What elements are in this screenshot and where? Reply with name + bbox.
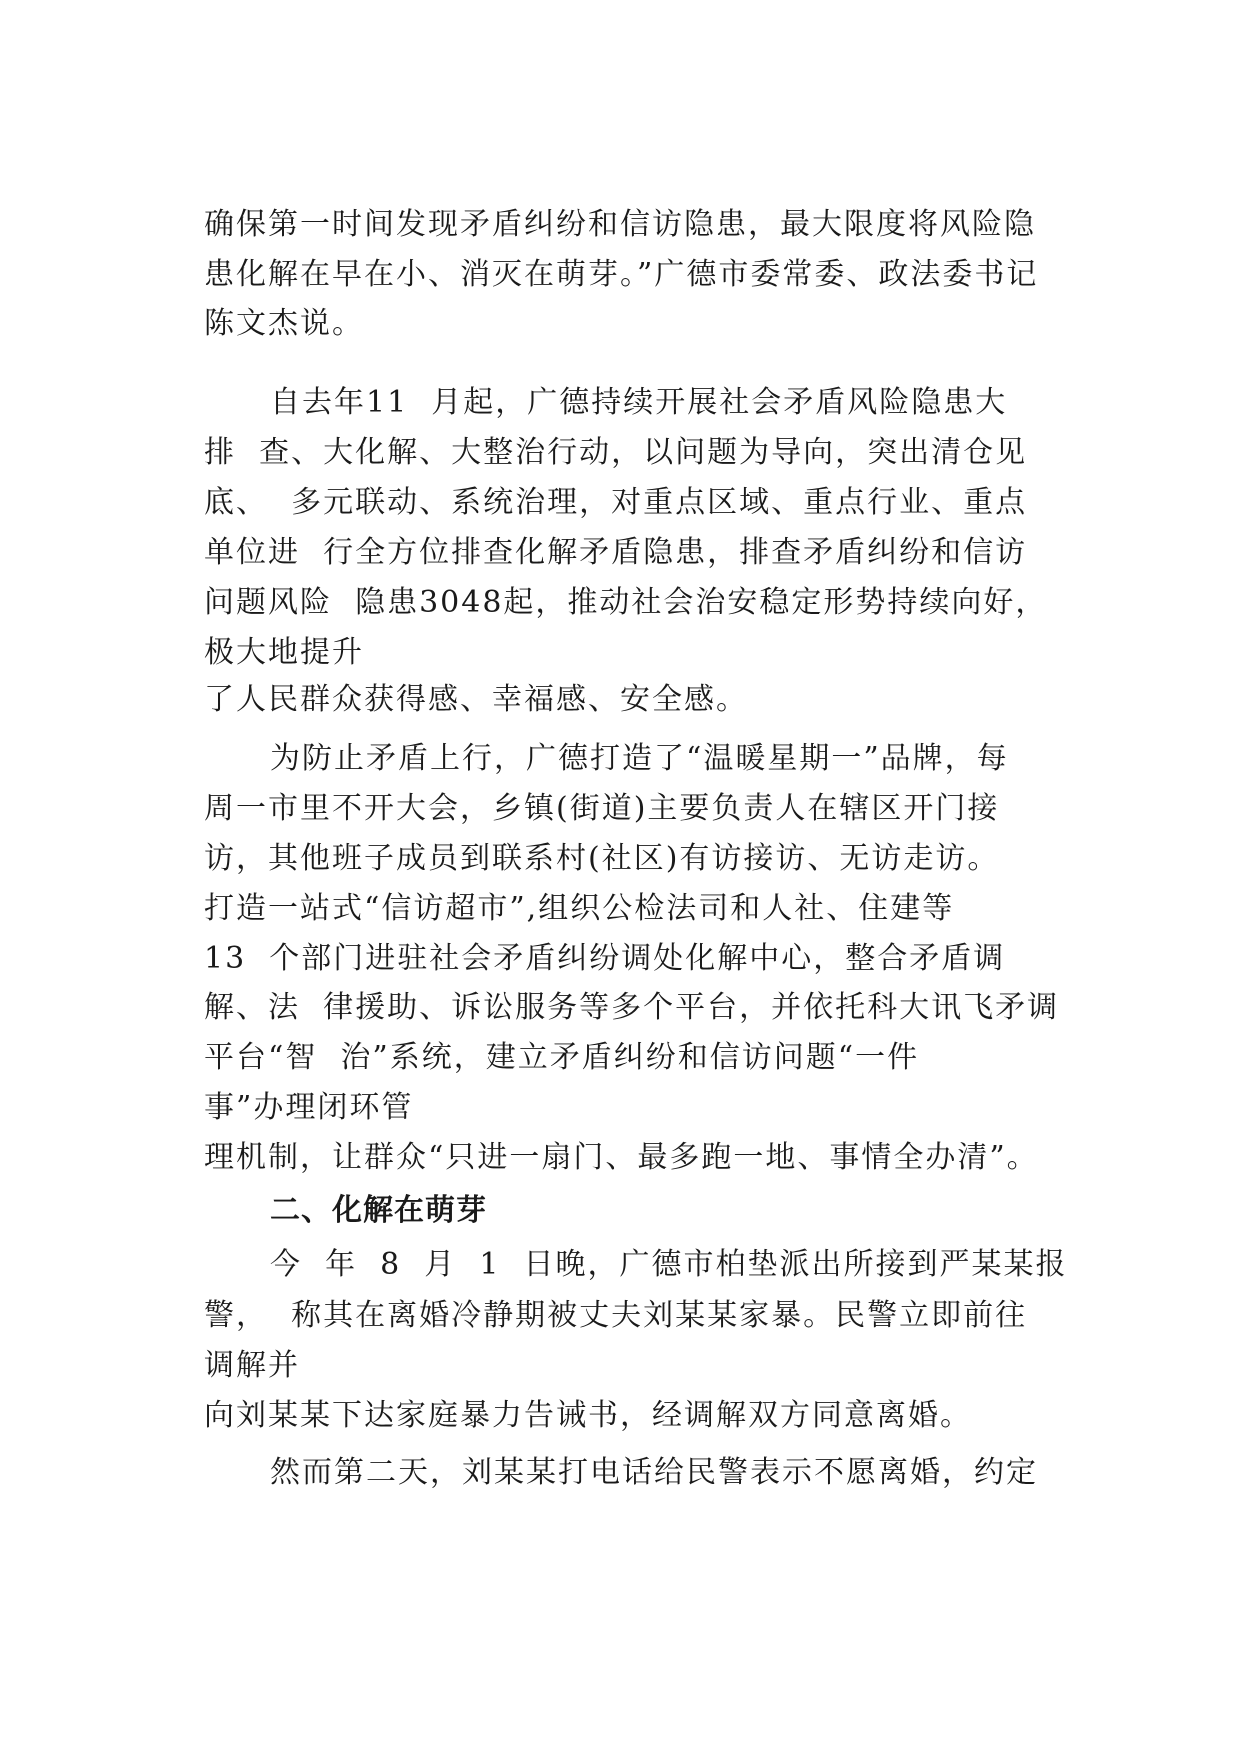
paragraph-2-line-7: 了人民群众获得感、幸福感、安全感。 <box>204 682 748 717</box>
paragraph-4-line-4: 向刘某某下达家庭暴力告诫书，经调解双方同意离婚。 <box>204 1398 972 1433</box>
paragraph-2-line-5: 问题风险 隐患3048起，推动社会治安稳定形势持续向好， <box>204 585 1048 620</box>
paragraph-2-line-3: 底、 多元联动、系统治理，对重点区域、重点行业、重点 <box>204 485 1028 520</box>
paragraph-5-line-1: 然而第二天，刘某某打电话给民警表示不愿离婚，约定 <box>270 1455 1038 1490</box>
paragraph-3-line-7: 平台“智 治”系统，建立矛盾纠纷和信访问题“一件 <box>204 1040 920 1075</box>
paragraph-3-line-9: 理机制，让群众“只进一扇门、最多跑一地、事情全办清”。 <box>204 1140 1039 1175</box>
paragraph-1-line-3: 陈文杰说。 <box>204 306 364 341</box>
paragraph-4-line-1: 今 年 8 月 1 日晚，广德市柏垫派出所接到严某某报 <box>270 1247 1068 1282</box>
paragraph-4-line-3: 调解并 <box>204 1348 300 1383</box>
paragraph-2-line-4: 单位进 行全方位排查化解矛盾隐患，排查矛盾纠纷和信访 <box>204 535 1028 570</box>
paragraph-3-line-6: 解、法 律援助、诉讼服务等多个平台，并依托科大讯飞矛调 <box>204 990 1060 1025</box>
paragraph-3-line-1: 为防止矛盾上行，广德打造了“温暖星期一”品牌，每 <box>270 741 1009 776</box>
paragraph-2-line-6: 极大地提升 <box>204 635 364 670</box>
paragraph-3-line-5: 13 个部门进驻社会矛盾纠纷调处化解中心，整合矛盾调 <box>204 941 1006 976</box>
paragraph-1-line-2: 患化解在早在小、消灭在萌芽。”广德市委常委、政法委书记 <box>204 257 1039 292</box>
section-heading: 二、化解在萌芽 <box>270 1193 487 1228</box>
paragraph-3-line-8: 事”办理闭环管 <box>204 1090 414 1125</box>
paragraph-4-line-2: 警， 称其在离婚冷静期被丈夫刘某某家暴。民警立即前往 <box>204 1298 1028 1333</box>
paragraph-2-line-2: 排 查、大化解、大整治行动，以问题为导向，突出清仓见 <box>204 435 1028 470</box>
paragraph-2-line-1: 自去年11 月起，广德持续开展社会矛盾风险隐患大 <box>270 385 1008 420</box>
paragraph-3-line-2: 周一市里不开大会，乡镇(街道)主要负责人在辖区开门接 <box>204 791 1000 826</box>
paragraph-3-line-3: 访，其他班子成员到联系村(社区)有访接访、无访走访。 <box>204 841 1000 876</box>
paragraph-1-line-1: 确保第一时间发现矛盾纠纷和信访隐患，最大限度将风险隐 <box>204 207 1036 242</box>
paragraph-3-line-4: 打造一站式“信访超市”,组织公检法司和人社、住建等 <box>204 891 955 926</box>
